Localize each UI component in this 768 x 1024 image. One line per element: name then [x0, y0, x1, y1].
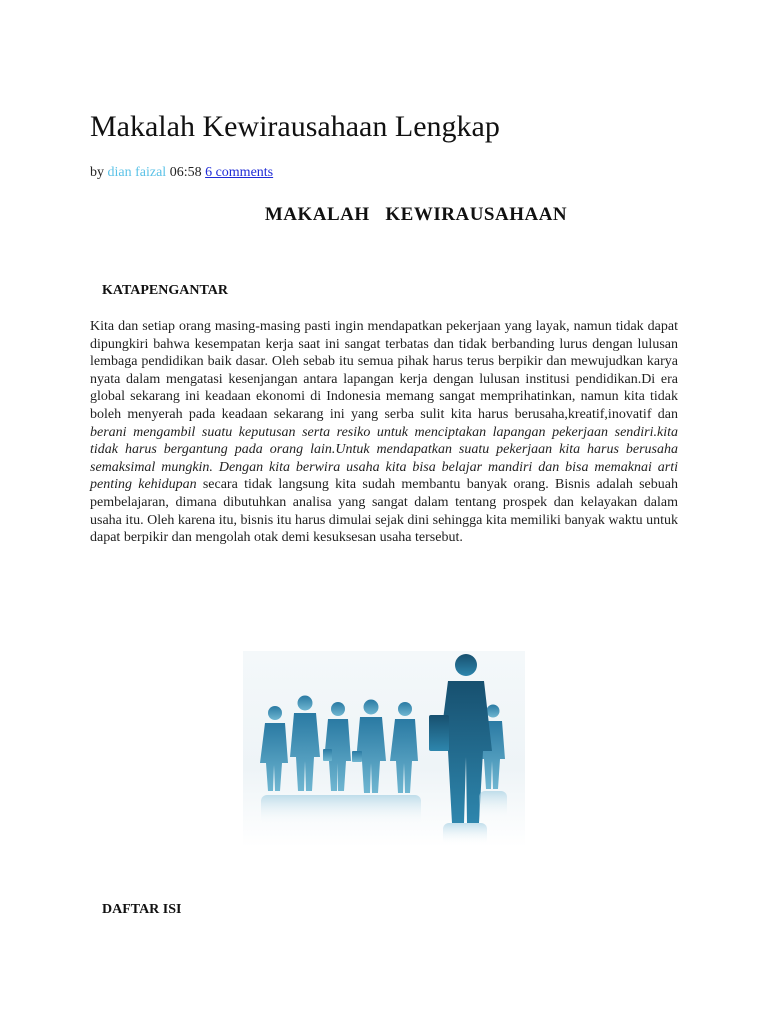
section-heading-daftar-isi: DAFTAR ISI — [102, 902, 182, 917]
paragraph-italic-text: berani mengambil suatu keputusan serta resiko untuk menciptakan lapangan pekerjaan sendiri.kita tidak harus bergantung pada orang lain.Untuk mendapatkan suatu pekerjaan kita harus berusaha semaksimal mungkin. Dengan kita berwira usaha kita bisa belajar mandiri dan bisa memaknai arti penting kehidupan — [90, 424, 678, 493]
comments-link[interactable]: 6 comments — [205, 165, 274, 180]
paragraph-text-part-2: secara tidak langsung kita sudah membantu banyak orang. Bisnis adalah sebuah pembelajaran, dimana dibutuhkan analisa yang sangat dalam tentang prospek dan kelayakan dalam usaha itu. Oleh karena itu, bisnis itu harus dimulai sejak dini sehingga kita memiliki banyak waktu untuk dapat berpikir dan mengolah otak demi kesuksesan usaha tersebut. — [90, 477, 678, 546]
author-link[interactable]: dian faizal — [107, 165, 167, 180]
byline-by: by — [90, 165, 104, 180]
paragraph-text-part-1: Kita dan setiap orang masing-masing pasti ingin mendapatkan pekerjaan yang layak, namun tidak dapat dipungkiri bahwa kesempatan kerja saat ini sangat terbatas dan tidak berbanding lurus dengan lulusan lembaga pendidikan baik dasar. Oleh sebab itu semua pihak harus terus berpikir dan mewujudkan karya nyata dalam mengatasi kesenjangan antara lapangan kerja dengan lulusan institusi pendidikan.Di era global sekarang ini keadaan ekonomi di Indonesia memang sangat memprihatinkan, namun kita tidak boleh menyerah pada keadaan sekarang ini yang serba sulit kita harus berusaha,kreatif,inovatif dan — [90, 319, 678, 422]
kata-pengantar-paragraph — [90, 318, 678, 547]
business-people-silhouettes-icon — [243, 651, 525, 847]
post-title: Makalah Kewirausahaan Lengkap — [90, 110, 500, 143]
business-people-illustration — [243, 651, 525, 847]
post-time: 06:58 — [169, 165, 202, 180]
section-heading-kata-pengantar: KATAPENGANTAR — [102, 283, 228, 298]
document-heading: MAKALAH KEWIRAUSAHAAN — [264, 204, 568, 225]
post-byline — [90, 165, 273, 181]
